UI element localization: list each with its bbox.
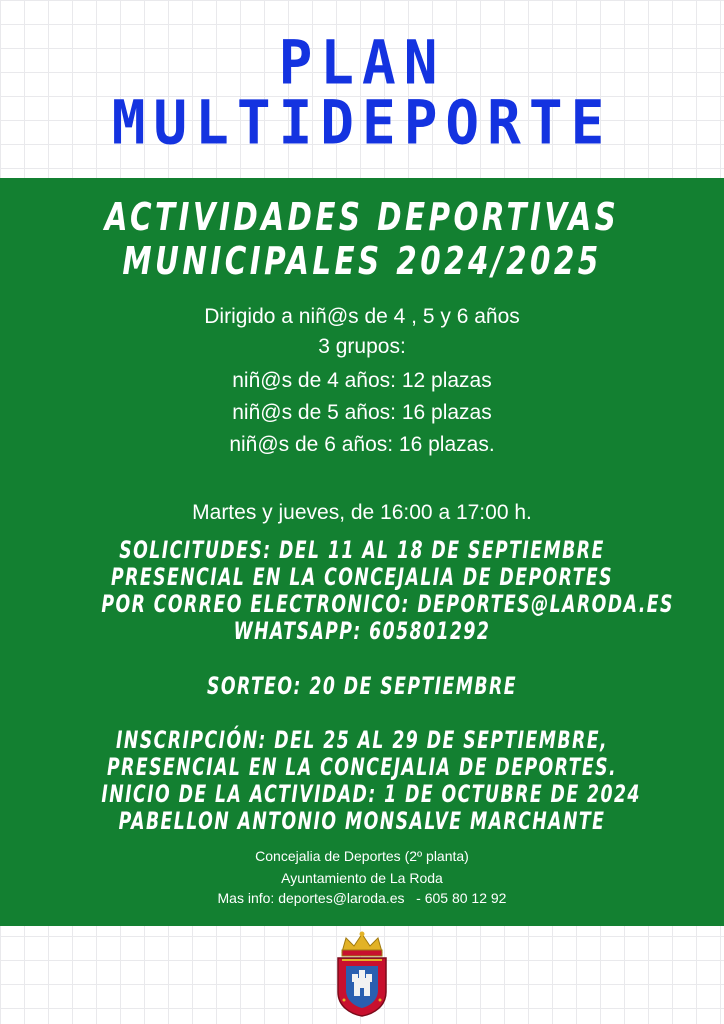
footer-line-1: Concejalia de Deportes (2º planta) [255,848,469,864]
solicitudes-line-1: SOLICITUDES: DEL 11 AL 18 DE SEPTIEMBRE [119,536,605,564]
title-line-1: PLAN [278,28,446,99]
footer-line-3: Mas info: deportes@laroda.es - 605 80 12 92 [217,890,507,906]
inscripcion-line-3: INICIO DE LA ACTIVIDAD: 1 DE OCTUBRE DE 2024 [101,780,641,808]
schedule-line: Martes y jueves, de 16:00 a 17:00 h. [192,501,532,524]
heading-line-2: MUNICIPALES 2024/2025 [122,239,602,283]
group-5-line: niñ@s de 5 años: 16 plazas [232,401,492,424]
footer-line-2: Ayuntamiento de La Roda [281,870,443,886]
sorteo-line: SORTEO: 20 DE SEPTIEMBRE [206,672,518,700]
inscripcion-line-2: PRESENCIAL EN LA CONCEJALIA DE DEPORTES. [106,753,618,781]
group-6-line: niñ@s de 6 años: 16 plazas. [229,433,495,456]
solicitudes-line-2: PRESENCIAL EN LA CONCEJALIA DE DEPORTES [110,563,614,591]
heading-line-1: ACTIVIDADES DEPORTIVAS [104,195,620,239]
inscripcion-line-4: PABELLON ANTONIO MONSALVE MARCHANTE [118,807,606,835]
title-line-2: MULTIDEPORTE [111,88,613,159]
solicitudes-line-4: WHATSAPP: 605801292 [233,617,491,645]
coat-of-arms-icon [332,930,392,1018]
groups-line: 3 grupos: [318,335,406,358]
group-4-line: niñ@s de 4 años: 12 plazas [232,369,492,392]
solicitudes-line-3: POR CORREO ELECTRONICO: DEPORTES@LARODA.ES [101,590,674,618]
audience-line: Dirigido a niñ@s de 4 , 5 y 6 años [204,305,520,328]
info-panel [0,178,724,926]
inscripcion-line-1: INSCRIPCIÓN: DEL 25 AL 29 DE SEPTIEMBRE, [115,726,609,754]
